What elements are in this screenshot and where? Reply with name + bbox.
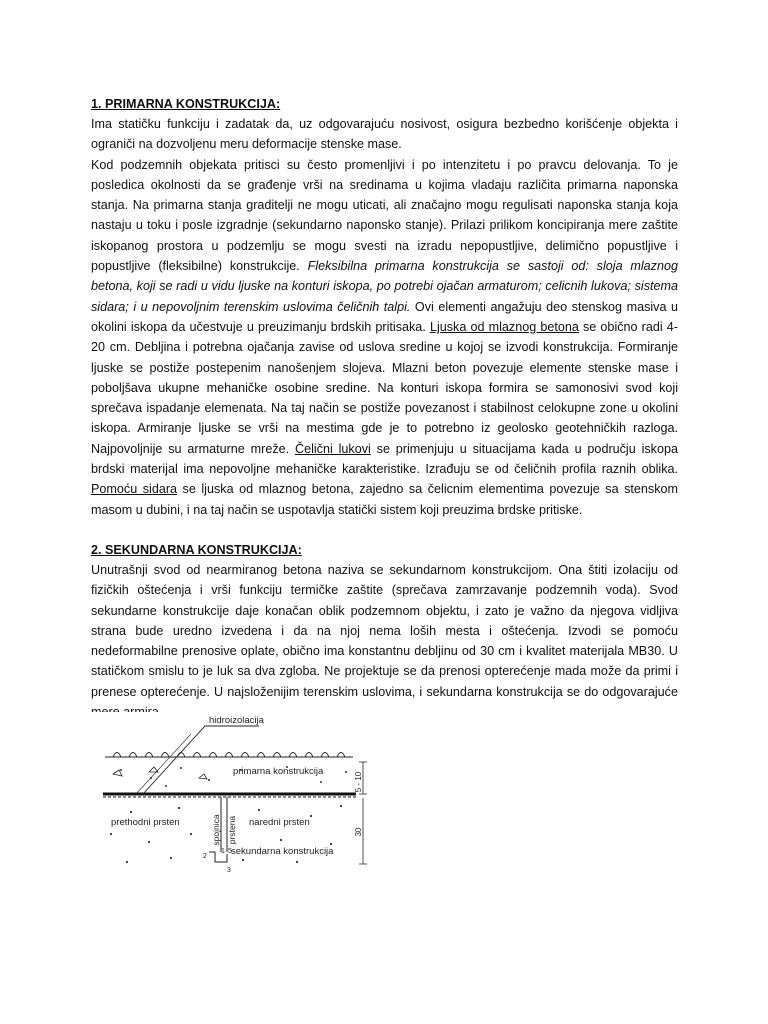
- label-next-ring: naredni prsten: [249, 817, 310, 828]
- figure-drawing: [91, 712, 369, 874]
- label-number-5: 5: [228, 848, 232, 855]
- underlined-term-shotcrete: Ljuska od mlaznog betona: [429, 319, 579, 334]
- label-number-3: 3: [227, 867, 231, 874]
- section-heading-secondary: 2. SEKUNDARNA KONSTRUKCIJA:: [91, 542, 302, 557]
- lining-cross-section-figure: [91, 712, 369, 874]
- label-secondary-construction: sekundarna konstrukcija: [231, 846, 334, 857]
- section-heading-primary: 1. PRIMARNA KONSTRUKCIJA:: [91, 97, 281, 111]
- paragraph-primary-body: [91, 155, 678, 520]
- ground-hatching: [113, 753, 345, 758]
- underlined-term-steel-arches: Čelični lukovi: [294, 441, 371, 456]
- label-primary-construction: primarna konstrukcija: [233, 766, 324, 777]
- label-hydroinsulation: hidroizolacija: [209, 715, 264, 726]
- label-ring: prstena: [227, 815, 237, 845]
- text-run: Kod podzemnih objekata pritisci su često promenljivi i po intenzitetu i po pravcu delovanja. To je posledica okolnosti da se građenje vrši na sredinama u kojima vladaju različita primarna naponska stanja. Na primarna stanja graditelji ne mogu uticati, ali značajno mogu regulisati naponska stanja koja nastaju u toku i posle izgradnje (sekundarno naponsko stanje). Prilazi prilikom koncipiranja mere zaštite iskopanog prostora u podzemlju se mogu svesti na izradu nepopustljive, delimično popustljive i popustljive (fleksibilne) konstrukcije.: [91, 157, 678, 274]
- dimension-label-top: 5 - 10: [354, 771, 363, 793]
- text-run: se primenjuju u situacijama kada u području iskopa brdski materijal ima nepovoljne mehaničke karakteristike. Izrađuju se od čeličnih profila raznih oblika.: [91, 441, 678, 477]
- paragraph-secondary-body: Unutrašnji svod od nearmiranog betona naziva se sekundarnom konstrukcijom. Ona štiti izolaciju od fizičkih oštećenja i vrši funkciju termičke zaštite (sprečava zamrzavanje podzemnih voda). Svod sekundarne konstrukcije daje konačan oblik podzemnom objektu, i zato je važno da njegova vidljiva strana bude uredno izvedena i da na njoj nema loših mesta i oštećenja. Izvodi se pomoću nedeformabilne prenosive oplate, obično ima konstantnu debljinu od 30 cm i kvalitet materijala MB30. U statičkom smislu to je luk sa dva zgloba. Ne projektuje se da prenosi opterećenje mada može da primi i prenese opterećenje. U najsloženijim terenskim uslovima, i sekundarna konstrukcija se do odgovarajuće: [91, 562, 678, 699]
- text-run: se ljuska od mlaznog betona, zajedno sa čelicnim elementima povezuje sa stenskom masom u dubini, i na taj način se uspotavlja statički sistem koji preuzima brdske pritiske.: [91, 482, 679, 517]
- document-page: [91, 94, 678, 722]
- paragraph-primary-intro: Ima statičku funkciju i zadatak da, uz odgovarajuću nosivost, osigura bezbedno korišćenje objekta i ograniči na dozvoljenu meru deformacije stenske mase.: [91, 117, 678, 152]
- italic-run: Fleksibilna primarna konstrukcija se sastoji od: sloja mlaznog betona, koji se radi u vidu ljuske na konturi iskopa, po potrebi ojačan armaturom; celicnih lukova; sistema sidara; i u nepovoljnim terenskim uslovima čeličnih talpi.: [91, 259, 678, 314]
- label-number-2: 2: [203, 853, 207, 860]
- dimension-label-main: 30: [354, 827, 363, 837]
- text-run: se obično radi 4-20 cm. Debljina i potrebna ojačanja zavise od uslova sredine u kojoj se izvodi konstrukcija. Formiranje ljuske se postiže postepenim nanošenjem slojeva. Mlazni beton povezuje elemente stenske mase i poboljšava ukupne mehaničke osobine sredine. Na konturi iskopa formira se samonosivi svod koji sprečava ispadanje elemenata. Na taj način se postiže povezanost i stabilnost celokupne zone u okolini iskopa. Armiranje ljuske se vrši na mestima gde je to potrebno iz geolosko geotehničkih razloga. Najpovoljnije su armaturne mreže.: [91, 319, 678, 456]
- underlined-term-anchors: Pomoću sidara: [91, 482, 178, 497]
- label-number-1: 1: [221, 848, 225, 855]
- label-previous-ring: prethodni prsten: [111, 817, 180, 828]
- label-joint: spojnica: [211, 814, 221, 846]
- spacer: [91, 520, 678, 540]
- text-run: Ovi elementi angažuju deo stenskog masiva u okolini iskopa da učestvuje u preuzimanju brdskih pritisaka.: [91, 299, 679, 334]
